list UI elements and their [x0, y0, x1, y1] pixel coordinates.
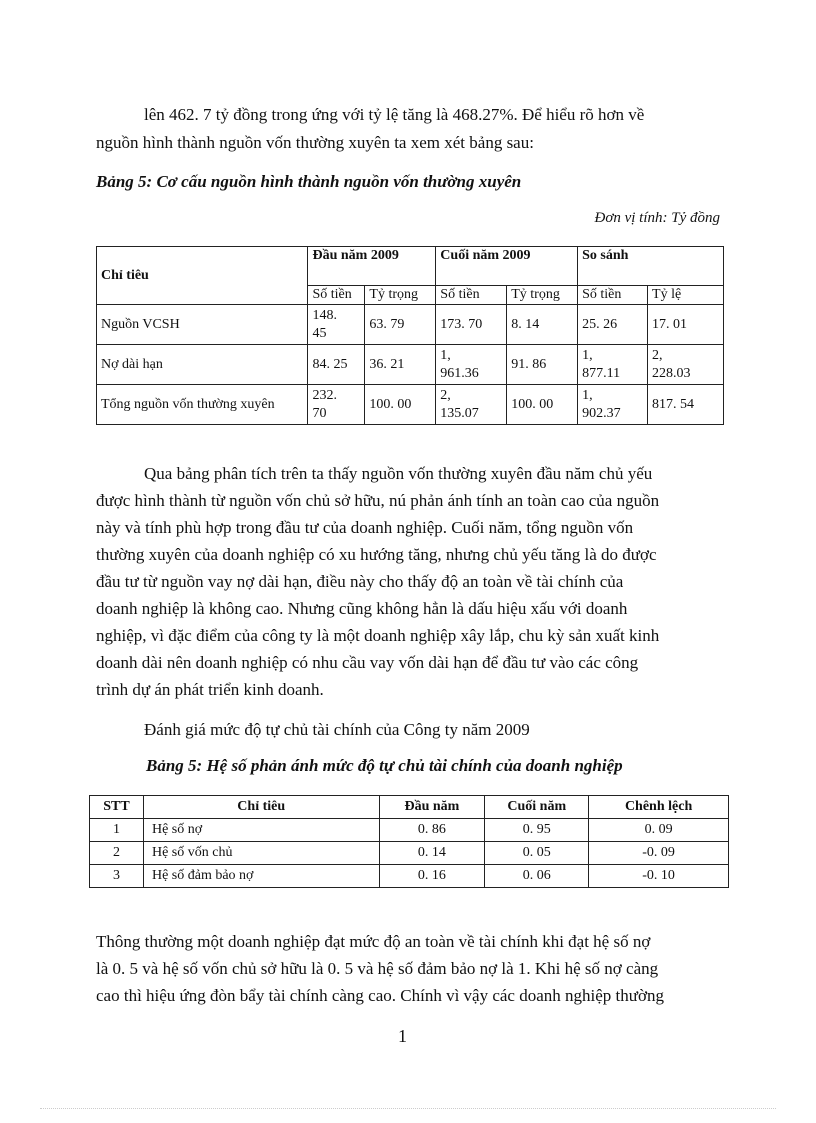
- table-financial-autonomy: [89, 795, 729, 888]
- t1-cell: 25. 26: [578, 305, 648, 345]
- t2-header: Cuối năm: [485, 796, 589, 819]
- t1-cell: 63. 79: [365, 305, 436, 345]
- conclusion-line: cao thì hiệu ứng đòn bẩy tài chính càng cao. Chính vì vậy các doanh nghiệp thường: [96, 986, 664, 1005]
- t2-cell: 0. 16: [379, 865, 485, 888]
- t2-header: Đầu năm: [379, 796, 485, 819]
- analysis-line-1: Qua bảng phân tích trên ta thấy nguồn vốn thường xuyên đầu năm chủ yếu: [144, 464, 653, 483]
- t2-cell: Hệ số đảm bảo nợ: [143, 865, 379, 888]
- table-row: [90, 819, 729, 842]
- t1-cell: 173. 70: [436, 305, 507, 345]
- t1-subheader: Tỷ trọng: [507, 286, 578, 305]
- t1-row-label: Nguồn VCSH: [97, 305, 308, 345]
- intro-line-2: nguồn hình thành nguồn vốn thường xuyên ta xem xét bảng sau:: [96, 133, 534, 152]
- footer-divider: [40, 1108, 776, 1109]
- t2-header: Chênh lệch: [589, 796, 729, 819]
- t2-cell: 0. 06: [485, 865, 589, 888]
- table2-title: Bảng 5: Hệ số phản ánh mức độ tự chủ tài chính của doanh nghiệp: [146, 756, 623, 775]
- t2-cell: 1: [90, 819, 144, 842]
- t2-cell: Hệ số nợ: [143, 819, 379, 842]
- conclusion-line: Thông thường một doanh nghiệp đạt mức độ an toàn về tài chính khi đạt hệ số nợ: [96, 932, 651, 951]
- t1-cell: 84. 25: [308, 345, 365, 385]
- section-label: Đánh giá mức độ tự chủ tài chính của Công ty năm 2009: [144, 720, 530, 739]
- t1-cell: 100. 00: [507, 385, 578, 425]
- intro-line-1: lên 462. 7 tỷ đồng trong ứng với tỷ lệ tăng là 468.27%. Để hiểu rõ hơn về: [144, 105, 645, 124]
- analysis-line: doanh nghiệp là không cao. Nhưng cũng không hẳn là dấu hiệu xấu với doanh: [96, 599, 628, 618]
- t1-row-label: Nợ dài hạn: [97, 345, 308, 385]
- t2-cell: 0. 05: [485, 842, 589, 865]
- analysis-line: thường xuyên của doanh nghiệp có xu hướng tăng, nhưng chủ yếu tăng là do được: [96, 545, 657, 564]
- t2-cell: 2: [90, 842, 144, 865]
- t1-group-start-2009: Đầu năm 2009: [308, 247, 436, 286]
- t2-cell: Hệ số vốn chủ: [143, 842, 379, 865]
- analysis-line: nghiệp, vì đặc điểm của công ty là một doanh nghiệp xây lắp, chu kỳ sản xuất kinh: [96, 626, 660, 645]
- t1-header-criteria: Chỉ tiêu: [97, 247, 308, 305]
- analysis-line: doanh dài nên doanh nghiệp có nhu cầu vay vốn dài hạn để đầu tư vào các công: [96, 653, 639, 672]
- t1-subheader: Số tiền: [578, 286, 648, 305]
- t2-cell: 0. 95: [485, 819, 589, 842]
- table-row: [90, 865, 729, 888]
- t1-cell: 8. 14: [507, 305, 578, 345]
- t1-row-label: Tổng nguồn vốn thường xuyên: [97, 385, 308, 425]
- t1-cell: 2, 135.07: [436, 385, 507, 425]
- t1-subheader: Tỷ trọng: [365, 286, 436, 305]
- t2-header: Chỉ tiêu: [143, 796, 379, 819]
- t1-subheader: Số tiền: [308, 286, 365, 305]
- t1-cell: 17. 01: [648, 305, 724, 345]
- table-row: [97, 345, 724, 385]
- t1-cell: 232. 70: [308, 385, 365, 425]
- analysis-line: được hình thành từ nguồn vốn chủ sở hữu, nú phản ánh tính an toàn cao của nguồn: [96, 491, 660, 510]
- t1-cell: 1, 961.36: [436, 345, 507, 385]
- t1-group-compare: So sánh: [578, 247, 724, 286]
- analysis-line: trình dự án phát triển kinh doanh.: [96, 680, 324, 699]
- t2-cell: 3: [90, 865, 144, 888]
- table1-unit: Đơn vị tính: Tỷ đồng: [594, 210, 720, 226]
- conclusion-line: là 0. 5 và hệ số vốn chủ sở hữu là 0. 5 và hệ số đảm bảo nợ là 1. Khi hệ số nợ càng: [96, 959, 659, 978]
- table-row: [97, 385, 724, 425]
- t1-group-end-2009: Cuối năm 2009: [436, 247, 578, 286]
- t1-cell: 148. 45: [308, 305, 365, 345]
- t1-cell: 91. 86: [507, 345, 578, 385]
- t1-cell: 1, 877.11: [578, 345, 648, 385]
- t1-subheader: Tỷ lệ: [648, 286, 724, 305]
- table1-title: Bảng 5: Cơ cấu nguồn hình thành nguồn vốn thường xuyên: [96, 172, 522, 191]
- t1-cell: 36. 21: [365, 345, 436, 385]
- t1-cell: 1, 902.37: [578, 385, 648, 425]
- t2-header-row: [90, 796, 729, 819]
- table-row: [90, 842, 729, 865]
- t2-cell: 0. 14: [379, 842, 485, 865]
- t2-cell: -0. 10: [589, 865, 729, 888]
- t2-header: STT: [90, 796, 144, 819]
- t1-subheader: Số tiền: [436, 286, 507, 305]
- t1-cell: 100. 00: [365, 385, 436, 425]
- page-number: 1: [398, 1026, 407, 1046]
- t2-cell: -0. 09: [589, 842, 729, 865]
- table-row: [97, 305, 724, 345]
- t1-cell: 817. 54: [648, 385, 724, 425]
- t2-cell: 0. 86: [379, 819, 485, 842]
- t2-cell: 0. 09: [589, 819, 729, 842]
- analysis-line: đầu tư từ nguồn vay nợ dài hạn, điều này cho thấy độ an toàn về tài chính của: [96, 572, 624, 591]
- t1-cell: 2, 228.03: [648, 345, 724, 385]
- table-capital-structure: [96, 246, 724, 425]
- analysis-line: này và tính phù hợp trong đầu tư của doanh nghiệp. Cuối năm, tổng nguồn vốn: [96, 518, 634, 537]
